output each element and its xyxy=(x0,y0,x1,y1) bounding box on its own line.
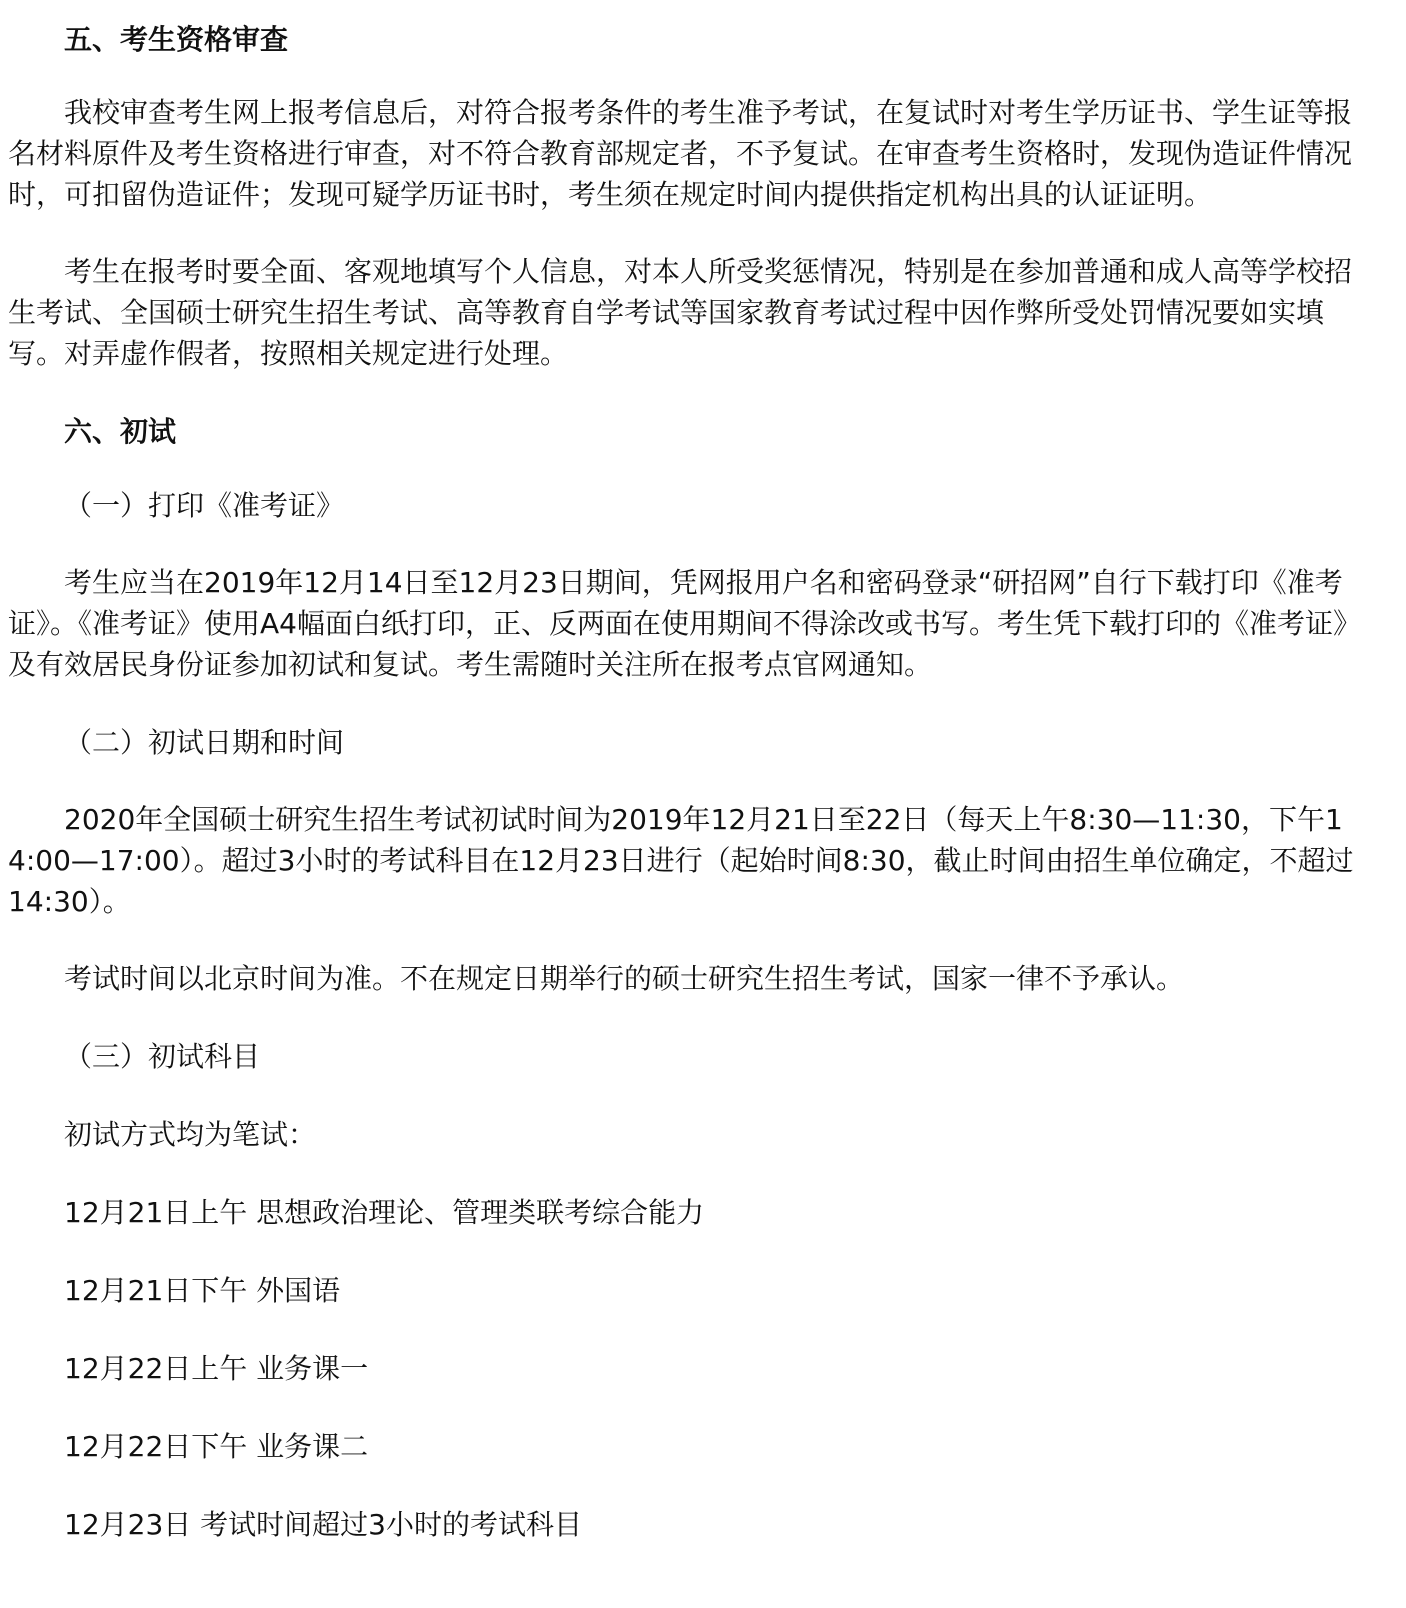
subsection-2-paragraph-2: 考试时间以北京时间为准。不在规定日期举行的硕士研究生招生考试，国家一律不予承认。 xyxy=(64,962,1185,995)
exam-schedule-item: 12月23日 考试时间超过3小时的考试科目 xyxy=(64,1508,582,1541)
exam-schedule-item: 12月22日上午 业务课一 xyxy=(64,1352,369,1385)
subsection-2-title: （二）初试日期和时间 xyxy=(64,726,345,759)
subsection-1-paragraph: 考生应当在2019年12月14日至12月23日期间，凭网报用户名和密码登录“研招网”自行下载打印《准考证》。《准考证》使用A4幅面白纸打印，正、反两面在使用期间不得涂改或书写。考生凭下载打印的《准考证》及有效居民身份证参加初试和复试。考生需随时关注所在报考点官网通知。 xyxy=(8,566,1347,681)
section-5-paragraph-1: 我校审查考生网上报考信息后，对符合报考条件的考生准予考试，在复试时对考生学历证书、学生证等报名材料原件及考生资格进行审查，对不符合教育部规定者，不予复试。在审查考生资格时，发现伪造证件情况时，可扣留伪造证件；发现可疑学历证书时，考生须在规定时间内提供指定机构出具的认证证明。 xyxy=(8,96,1353,211)
subsection-2-paragraph-1: 2020年全国硕士研究生招生考试初试时间为2019年12月21日至22日（每天上午8:30—11:30，下午14:00—17:00）。超过3小时的考试科目在12月23日进行（起始时间8:30，截止时间由招生单位确定，不超过14:30）。 xyxy=(8,803,1354,918)
section-5-paragraph-2: 考生在报考时要全面、客观地填写个人信息，对本人所受奖惩情况，特别是在参加普通和成人高等学校招生考试、全国硕士研究生招生考试、高等教育自学考试等国家教育考试过程中因作弊所受处罚情况要如实填写。对弄虚作假者，按照相关规定进行处理。 xyxy=(8,255,1353,370)
subsection-3-title: （三）初试科目 xyxy=(64,1040,261,1073)
exam-schedule-item: 12月21日下午 外国语 xyxy=(64,1274,341,1307)
subsection-1-title: （一）打印《准考证》 xyxy=(64,489,345,522)
exam-method-intro: 初试方式均为笔试： xyxy=(64,1118,317,1151)
section-6-title: 六、初试 xyxy=(64,415,177,448)
exam-schedule-item: 12月21日上午 思想政治理论、管理类联考综合能力 xyxy=(64,1196,705,1229)
exam-schedule-item: 12月22日下午 业务课二 xyxy=(64,1430,369,1463)
section-5-title: 五、考生资格审查 xyxy=(64,23,289,56)
